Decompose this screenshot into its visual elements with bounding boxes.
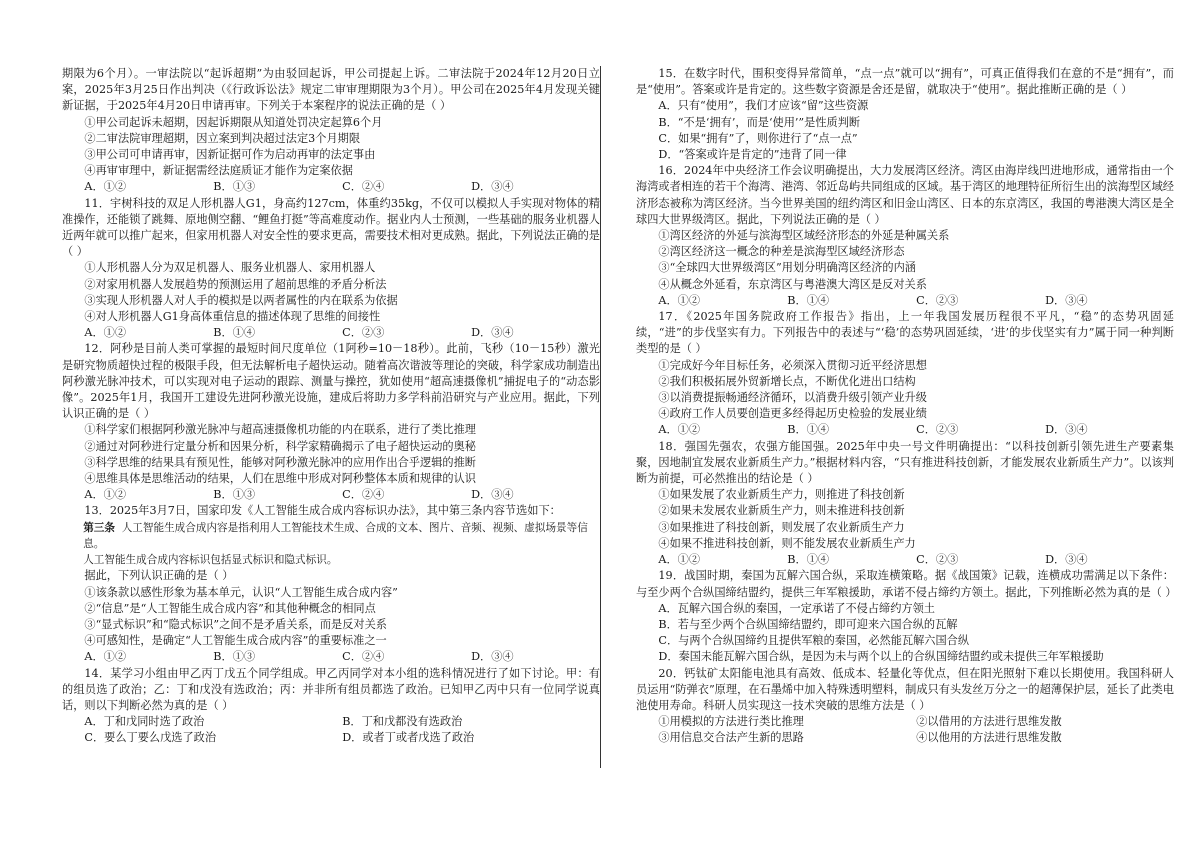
q11-choice-b: B．①④ <box>213 326 256 340</box>
q16-choice-d: D．③④ <box>1045 293 1088 307</box>
q15-option-c: C．如果“拥有”了，则你进行了“点一点” <box>658 131 858 145</box>
q10-choice-d: D．③④ <box>471 180 514 194</box>
q14-stem: 14．某学习小组由甲乙丙丁戊五个同学组成。甲乙丙同学对本小组的选科情况进行了如下讨论。甲：有的组员选了政治；乙：丁和戊没有选政治；丙：并非所有组员都选了政治。已知甲乙丙中只有一位同学说真话，则以下判断必然为真的是（ ） <box>62 666 600 712</box>
q10-choice-c: C．②④ <box>342 180 385 194</box>
column-divider <box>600 66 601 768</box>
q11-option-2: ②对家用机器人发展趋势的预测运用了超前思维的矛盾分析法 <box>84 277 387 291</box>
q19-option-c: C．与两个合纵国缔约且提供军粮的秦国，必然能瓦解六国合纵 <box>658 634 970 648</box>
q13-law-article-head: 第三条 <box>83 521 115 534</box>
q11-option-3: ③实现人形机器人对人手的模拟是以两者属性的内在联系为依据 <box>84 293 398 307</box>
q13-choice-b: B．①③ <box>213 650 256 664</box>
q12-option-3: ③科学思维的结果具有预见性，能够对阿秒激光脉冲的应用作出合乎逻辑的推断 <box>84 455 476 469</box>
q15-stem: 15．在数字时代，围积变得异常简单，“点一点”就可以“拥有”，可真正值得我们在意的不是“拥有”，而是“使用”。答案或许是肯定的。这些数字资源是舍还是留，就取决于“使用”。据此推断正确的是（ ） <box>636 67 1174 97</box>
q17-option-4: ④政府工作人员要创造更多经得起历史检验的发展业绩 <box>658 407 927 421</box>
q14-choice-a: A．丁和戊同时选了政治 <box>84 715 205 729</box>
q13-stem: 13．2025年3月7日，国家印发《人工智能生成合成内容标识办法》，其中第三条内容节选如下： <box>84 504 561 518</box>
q17-choices <box>636 422 1174 438</box>
q19-stem: 19．战国时期，秦国为瓦解六国合纵，采取连横策略。据《战国策》记载，连横成功需满足以下条件：与至少两个合纵国缔结盟约，提供三年军粮援助，承诺不侵占缔约方领土。据此，下列推断必然为真的是（ ） <box>636 569 1177 599</box>
q11-stem: 11．宇树科技的双足人形机器人G1，身高约127cm，体重约35kg，不仅可以模拟人手实现对物体的精准操作，还能锁了跳舞、原地侧空翻、“鲤鱼打挺”等高难度动作。据业内人士预测，一些基础的服务业机器人近两年就可以推广起来，但家用机器人对安全性的要求更高，需要技术相对更成熟。据此，下列说法正确的是（ ） <box>62 196 600 259</box>
q11-choice-c: C．②③ <box>342 326 385 340</box>
q19-option-d: D．秦国未能瓦解六国合纵，是因为未与两个以上的合纵国缔结盟约或未提供三年军粮援助 <box>658 650 1104 664</box>
q16-choice-c: C．②③ <box>916 293 959 307</box>
right-column <box>636 66 1177 747</box>
left-column <box>62 66 600 747</box>
q20-option-4: ④以他用的方法进行思维发散 <box>916 731 1062 745</box>
q17-choice-d: D．③④ <box>1045 423 1088 437</box>
q14-choice-d: D．或者丁或者戊选了政治 <box>342 731 475 745</box>
q12-option-1: ①科学家们根据阿秒激光脉冲与超高速摄像机功能的内在联系，进行了类比推理 <box>84 423 476 437</box>
q17-stem: 17．《2025年国务院政府工作报告》指出，上一年我国发展历程很不平凡，“稳”的态势巩固延续，“进”的步伐坚实有力。下列报告中的表述与“‘稳’的态势巩固延续，‘进’的步伐坚实有力”属于同一种判断类型的是（ ） <box>636 310 1174 356</box>
q13-option-3: ③“显式标识”和“隐式标识”之间不是矛盾关系，而是反对关系 <box>84 617 387 631</box>
q13-option-2: ②“信息”是“人工智能生成合成内容”和其他种概念的相同点 <box>84 601 376 615</box>
q18-option-2: ②如果未发展农业新质生产力，则未推进科技创新 <box>658 504 905 518</box>
q18-stem: 18．强国先强农，农强方能国强。2025年中央一号文件明确提出：“以科技创新引领先进生产要素集聚，因地制宜发展农业新质生产力。”根据材料内容，“只有推进科技创新，才能发展农业新质生产力”。以该判断为前提，可必然推出的结论是（ ） <box>636 439 1174 486</box>
q18-option-3: ③如果推进了科技创新，则发展了农业新质生产力 <box>658 520 905 534</box>
q12-choice-d: D．③④ <box>471 488 514 502</box>
q16-choices <box>636 293 1174 309</box>
q16-choice-a: A．①② <box>658 293 701 307</box>
q13-choice-d: D．③④ <box>471 650 514 664</box>
q20-stem: 20．钙钛矿太阳能电池具有高效、低成本、轻量化等优点，但在阳光照射下难以长期使用。我国科研人员运用“防弹衣”原理，在石墨烯中加入特殊透明塑料，制成只有头发丝万分之一的超薄保护层，延长了此类电池使用寿命。科研人员实现这一技术突破的思维方法是（ ） <box>636 666 1174 712</box>
q17-option-3: ③以消费提振畅通经济循环，以消费升级引领产业升级 <box>658 391 927 405</box>
q10-choice-a: A．①② <box>84 180 127 194</box>
q12-choice-a: A．①② <box>84 488 127 502</box>
q10-option-1: ①甲公司起诉未超期，因起诉期限从知道处罚决定起算6个月 <box>84 115 383 129</box>
q12-choices <box>62 487 600 503</box>
q18-option-4: ④如果不推进科技创新，则不能发展农业新质生产力 <box>658 536 916 550</box>
q14-choice-c: C．要么丁要么戊选了政治 <box>84 731 217 745</box>
q12-option-2: ②通过对阿秒进行定量分析和因果分析，科学家精确揭示了电子超快运动的奥秘 <box>84 439 476 453</box>
q14-choices <box>62 714 600 746</box>
q16-option-1: ①湾区经济的外延与滨海型区域经济形态的外延是种属关系 <box>658 229 950 243</box>
q11-choice-d: D．③④ <box>471 326 514 340</box>
q15-option-b: B．“不是‘拥有’，而是‘使用’”是性质判断 <box>658 115 861 129</box>
q19-option-a: A．瓦解六国合纵的秦国，一定承诺了不侵占缔约方领土 <box>658 601 935 615</box>
q12-choice-b: B．①③ <box>213 488 256 502</box>
q17-choice-c: C．②③ <box>916 423 959 437</box>
q10-tail: 期限为6个月）。一审法院以“起诉超期”为由驳回起诉，甲公司提起上诉。二审法院于2024年12月20日立案，2025年3月25日作出判决（《行政诉讼法》规定二审审理期限为3个月）。甲公司在2025年4月发现关键新证据，于2025年4月20日申请再审。下列关于本案程序的说法正确的是（ ） <box>62 67 600 113</box>
q10-option-4: ④再审审理中，新证据需经法庭质证才能作为定案依据 <box>84 164 353 178</box>
q10-choices <box>62 179 600 195</box>
q11-option-4: ④对人形机器人G1身高体重信息的描述体现了思维的间接性 <box>84 310 381 324</box>
q18-choices <box>636 552 1174 568</box>
q13-ask: 据此，下列认识正确的是（ ） <box>84 569 234 583</box>
q12-stem: 12．阿秒是目前人类可掌握的最短时间尺度单位（1阿秒=10－18秒）。此前，飞秒（10－15秒）激光是研究物质超快过程的极限手段，但无法解析电子超快运动。随着高次谐波等理论的突破，科学家成功制造出阿秒激光脉冲技术，可以实现对电子运动的跟踪、测量与操控，犹如使用“超高速摄像机”捕捉电子的“动态影像”。2025年1月，我国开工建设先进阿秒激光设施，建成后将助力多学科前沿研究与产业应用。据此，下列认识正确的是（ ） <box>62 342 600 421</box>
q11-choices <box>62 325 600 341</box>
q13-choice-a: A．①② <box>84 650 127 664</box>
q16-stem: 16．2024年中央经济工作会议明确提出，大力发展湾区经济。湾区由海岸线凹进地形成，通常指由一个海湾或者相连的若干个海湾、港湾、邻近岛屿共同组成的区域。基于湾区的地理特征所衍生出的滨海型区域经济形态被称为湾区经济。当今世界美国的纽约湾区和旧金山湾区、日本的东京湾区，我国的粤港澳大湾区是全球四大世界级湾区。据此，下列说法正确的是（ ） <box>636 164 1174 226</box>
q14-choice-b: B．丁和戊都没有选政治 <box>342 715 463 729</box>
q18-option-1: ①如果发展了农业新质生产力，则推进了科技创新 <box>658 488 905 502</box>
q13-law-paragraph-2: 人工智能生成合成内容标识包括显式标识和隐式标识。 <box>83 554 338 567</box>
q10-option-3: ③甲公司可申请再审，因新证据可作为启动再审的法定事由 <box>84 148 376 162</box>
q10-option-2: ②二审法院审理超期，因立案到判决超过法定3个月期限 <box>84 131 361 145</box>
q18-choice-d: D．③④ <box>1045 553 1088 567</box>
q11-option-1: ①人形机器人分为双足机器人、服务业机器人、家用机器人 <box>84 261 376 275</box>
q20-option-1: ①用模拟的方法进行类比推理 <box>658 715 804 729</box>
q15-option-d: D．“答案或许是肯定的”违背了同一律 <box>658 148 847 162</box>
q18-choice-b: B．①④ <box>787 553 830 567</box>
q13-law-article <box>62 520 600 552</box>
q20-option-3: ③用信息交合法产生新的思路 <box>658 731 804 745</box>
q19-option-b: B．若与至少两个合纵国缔结盟约，即可迎来六国合纵的瓦解 <box>658 617 958 631</box>
q18-choice-c: C．②③ <box>916 553 959 567</box>
q20-options <box>636 714 1174 746</box>
q12-option-4: ④思维具体是思维活动的结果，人们在思维中形成对阿秒整体本质和规律的认识 <box>84 472 476 486</box>
q15-option-a: A．只有“使用”，我们才应该“留”这些资源 <box>658 99 869 113</box>
q17-choice-b: B．①④ <box>787 423 830 437</box>
q12-choice-c: C．②④ <box>342 488 385 502</box>
q13-option-4: ④可感知性，是确定“人工智能生成合成内容”的重要标准之一 <box>84 634 387 648</box>
q13-choice-c: C．②④ <box>342 650 385 664</box>
q18-choice-a: A．①② <box>658 553 701 567</box>
q16-option-3: ③“全球四大世界级湾区”用划分明确湾区经济的内涵 <box>658 261 916 275</box>
q11-choice-a: A．①② <box>84 326 127 340</box>
q16-choice-b: B．①④ <box>787 293 830 307</box>
q17-option-1: ①完成好今年目标任务，必须深入贯彻习近平经济思想 <box>658 358 927 372</box>
q10-choice-b: B．①③ <box>213 180 256 194</box>
q13-option-1: ①该条款以感性形象为基本单元，认识“人工智能生成合成内容” <box>84 585 398 599</box>
q17-option-2: ②我们积极拓展外贸新增长点，不断优化进出口结构 <box>658 374 916 388</box>
q13-choices <box>62 649 600 665</box>
q17-choice-a: A．①② <box>658 423 701 437</box>
q13-law-article-body: 人工智能生成合成内容是指利用人工智能技术生成、合成的文本、图片、音频、视频、虚拟场景等信息。 <box>83 521 588 550</box>
q20-option-2: ②以借用的方法进行思维发散 <box>916 715 1062 729</box>
q16-option-2: ②湾区经济这一概念的种差是滨海型区域经济形态 <box>658 245 905 259</box>
q16-option-4: ④从概念外延看，东京湾区与粤港澳大湾区是反对关系 <box>658 277 927 291</box>
